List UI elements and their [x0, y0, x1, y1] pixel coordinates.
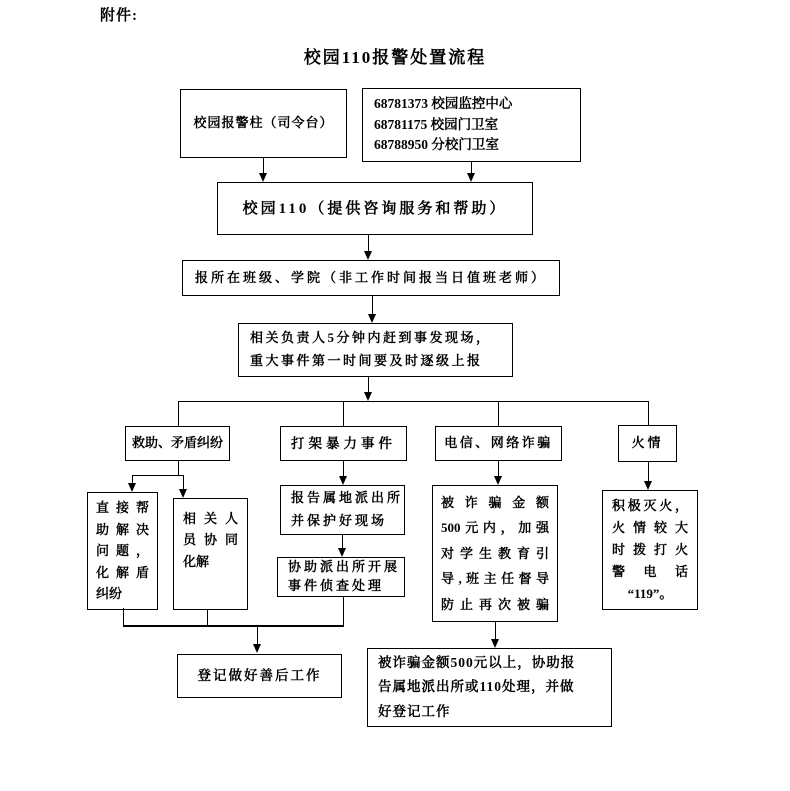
- branch-fight: [280, 426, 407, 461]
- node-report-class: [182, 260, 560, 296]
- branch-label: 救助、矛盾纠纷: [131, 435, 223, 451]
- flow-distribution-line: [178, 401, 649, 402]
- node-line: 被诈骗金额: [441, 495, 549, 511]
- node-line: 重大事件第一时间要及时逐级上报: [250, 353, 483, 368]
- arrow-down-icon: [259, 173, 267, 182]
- node-line: 对学生教育引: [441, 545, 549, 561]
- node-line: 时拨打火: [612, 541, 688, 557]
- node-alarm-post: [180, 89, 347, 158]
- arrow-down-icon: [339, 476, 347, 485]
- flow-connector: [178, 402, 179, 426]
- arrow-down-icon: [368, 314, 376, 323]
- node-line: 500元内，加强: [441, 520, 549, 536]
- flow-connector: [498, 402, 499, 426]
- flow-connector: [648, 402, 649, 425]
- node-label: 校园报警柱（司令台）: [193, 115, 334, 131]
- node-line: 并保护好现场: [291, 513, 388, 528]
- node-phone-list: [362, 88, 581, 162]
- node-line: 化解: [183, 553, 210, 569]
- node-line: 防止再次被骗: [441, 596, 549, 612]
- flow-connector: [123, 625, 344, 627]
- flow-connector: [178, 461, 179, 475]
- node-line: 员协同: [183, 532, 238, 548]
- phone-line: 68788950 分校门卫室: [374, 137, 499, 153]
- branch-label: 电信、网络诈骗: [444, 435, 553, 451]
- node-fraud-large: [367, 648, 612, 727]
- node-label: 报所在班级、学院（非工作时间报当日值班老师）: [194, 269, 547, 285]
- node-line: 火情较大: [612, 519, 688, 535]
- branch-fire: [618, 425, 677, 462]
- flow-connector: [257, 627, 258, 645]
- arrow-down-icon: [467, 173, 475, 182]
- page-title: 校园110报警处置流程: [303, 48, 487, 67]
- node-line: 好登记工作: [378, 703, 451, 719]
- flow-connector: [132, 475, 184, 476]
- node-line: 问题，: [96, 543, 149, 559]
- flow-connector: [207, 610, 208, 626]
- node-rescue-direct: [87, 492, 158, 610]
- node-campus-110: [217, 182, 533, 235]
- node-line: 被诈骗金额500元以上，协助报: [378, 655, 576, 671]
- node-aftermath: [177, 654, 342, 698]
- node-fight-assist: [277, 557, 405, 597]
- flow-connector: [343, 597, 344, 627]
- node-line: 警电话: [612, 564, 688, 580]
- branch-label: 火情: [631, 435, 664, 451]
- branch-label: 打架暴力事件: [291, 435, 396, 451]
- node-line: 事件侦查处理: [288, 578, 385, 593]
- node-line: 报告属地派出所: [291, 490, 404, 506]
- flow-connector: [372, 296, 373, 316]
- node-rescue-coordinate: [173, 498, 248, 610]
- arrow-down-icon: [338, 548, 346, 557]
- node-line: 纠纷: [96, 586, 123, 602]
- arrow-down-icon: [128, 483, 136, 492]
- arrow-down-icon: [644, 481, 652, 490]
- node-label: 校园110（提供咨询服务和帮助）: [242, 200, 508, 217]
- node-line: 助解决: [96, 521, 149, 537]
- node-line: “119”。: [627, 586, 673, 602]
- flow-connector: [123, 608, 124, 626]
- flow-connector: [648, 462, 649, 483]
- node-fight-report: [280, 485, 405, 535]
- node-line: 协助派出所开展: [288, 559, 401, 575]
- node-responsible: [238, 323, 513, 377]
- arrow-down-icon: [364, 251, 372, 260]
- node-fraud-small: [432, 485, 558, 622]
- node-label: 登记做好善后工作: [197, 668, 322, 684]
- phone-line: 68781373 校园监控中心: [374, 95, 513, 111]
- node-line: 相关人: [183, 511, 238, 526]
- arrow-down-icon: [253, 644, 261, 653]
- node-line: 告属地派出所或110处理，并做: [378, 679, 575, 695]
- node-line: 直接帮: [96, 500, 149, 516]
- arrow-down-icon: [179, 489, 187, 498]
- node-fire-action: [602, 490, 698, 610]
- branch-fraud: [435, 426, 562, 461]
- phone-line: 68781175 校园门卫室: [374, 116, 499, 132]
- flow-connector: [343, 402, 344, 426]
- arrow-down-icon: [491, 639, 499, 648]
- arrow-down-icon: [494, 476, 502, 485]
- arrow-down-icon: [364, 392, 372, 401]
- node-line: 相关负责人5分钟内赶到事发现场，: [250, 330, 492, 346]
- branch-rescue: [125, 426, 230, 461]
- node-line: 积极灭火，: [612, 497, 688, 513]
- attachment-label: 附件:: [100, 8, 138, 24]
- node-line: 化解盾: [96, 564, 149, 580]
- node-line: 导,班主任督导: [441, 571, 549, 587]
